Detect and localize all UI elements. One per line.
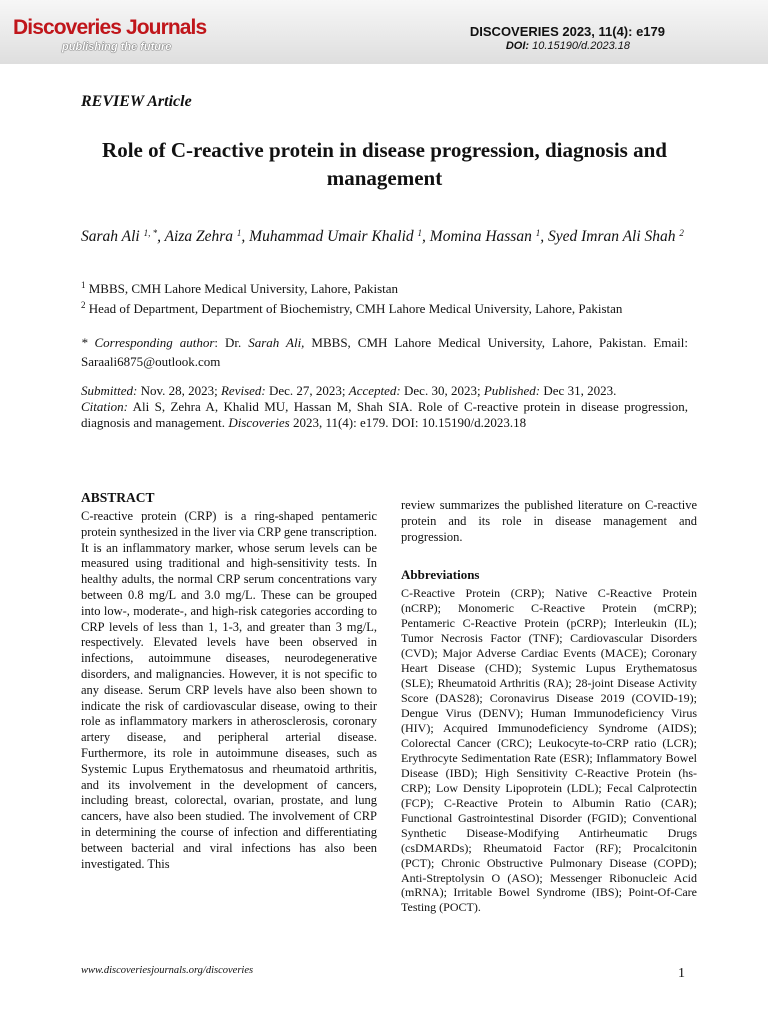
footer-link[interactable]: www.discoveriesjournals.org/discoveries: [81, 965, 254, 976]
corresponding-prefix: : Dr.: [214, 335, 249, 350]
abstract-text-continued: review summarizes the published literature on C-reactive protein and its role in disease management and progression.: [401, 498, 697, 544]
published-date: Dec 31, 2023.: [540, 383, 617, 398]
affiliation-1: [81, 281, 691, 297]
revised-label: Revised:: [220, 383, 266, 398]
corresponding-details: MBBS, CMH Lahore Medical University, Lahore, Pakistan. Email: Saraali6875@outlook.com: [81, 335, 688, 369]
author-name: Sarah Ali: [81, 228, 140, 245]
author-list: Sarah Ali $^{1, *}$, Aiza Zehra $^1$, Muhammad Umair Khalid $^1$, Momina Hassan $^1$, Syed Imran Ali Shah $^2$: [81, 228, 684, 245]
affiliation-number: 2: [81, 300, 86, 310]
author-name: Aiza Zehra: [164, 228, 234, 245]
affiliation-2: [81, 301, 691, 317]
author-affil: 1: [417, 228, 423, 238]
page-number: 1: [678, 966, 685, 981]
abstract-heading: ABSTRACT: [81, 490, 155, 505]
citation-journal: Discoveries: [228, 415, 290, 430]
citation-label: Citation:: [81, 399, 128, 414]
citation-details: 2023, 11(4): e179. DOI: 10.15190/d.2023.18: [289, 415, 527, 430]
abbreviations-heading: Abbreviations: [401, 567, 480, 583]
doi-label: DOI:: [505, 40, 530, 52]
author-affil: 1: [236, 228, 242, 238]
citation: [81, 399, 688, 431]
journal-issue: DISCOVERIES 2023, 11(4): e179: [469, 24, 665, 39]
journal-header-bar: [0, 0, 768, 64]
abbreviations-text: C-Reactive Protein (CRP); Native C-Reactive Protein (nCRP); Monomeric C-Reactive Protein (mCRP); Pentameric C-Reactive Protein (pCRP); Interleukin (IL); Tumor Necrosis Factor (TNF); Cardiovascular Disorders (CVD); Major Adverse Cardiac Events (MACE); Coronary Heart Disease (CHD); Systemic Lupus Erythematosus (SLE); Rheumatoid Arthritis (RA); 28-joint Disease Activity Score (DAS28); Coronavirus Disease 2019 (COVID-19); Dengue Virus (DENV); Human Immunodeficiency Virus (HIV); Acquired Immunodeficiency Syndrome (AIDS); Colorectal Cancer (CRC); Leukocyte-to-CRP ratio (LCR); Erythrocyte Sedimentation Rate (ESR); Inflammatory Bowel Disease (IBD); High Sensitivity C-Reactive Protein (hs-CRP); Low Density Lipoprotein (LDL); Fecal Calprotectin (FCP); C-Reactive Protein to Albumin Ratio (CAR); Functional Gastrointestinal Disorder (FGID); Conventional Synthetic Disease-Modifying Antirheumatic Drugs (csDMARDs); Rheumatoid Factor (RF); Procalcitonin (PCT); Chronic Obstructive Pulmonary Disease (COPD); Anti-Streptolysin O (ASO); Messenger Ribonucleic Acid (mRNA); Irritable Bowel Syndrome (IBS); Point-Of-Care Testing (POCT).: [401, 586, 697, 915]
abstract-text: C-reactive protein (CRP) is a ring-shaped pentameric protein synthesized in the liver via CRP gene transcription. It is an inflammatory marker, whose serum levels can be measured using traditional and high-sensitivity tests. In healthy adults, the normal CRP serum concentrations vary between 0.8 mg/L and 3.0 mg/L. These can be grouped into low-, moderate-, and high-risk categories according to CRP levels of less than 1, 1-3, and greater than 3 mg/L, respectively. Elevated levels have been observed in infections, autoimmune diseases, neurodegenerative disorders, and malignancies. However, it is not specific to any disease. Serum CRP levels have also been shown to indicate the risk of cardiovascular disease, owing to their role as inflammatory markers in atherosclerosis, coronary artery disease, and peripheral arterial disease. Furthermore, its role in autoimmune diseases, such as Systemic Lupus Erythematosus and rheumatoid arthritis, and its involvement in the development of cancers, including breast, colorectal, ovarian, prostate, and lung cancers, have also been studied. The involvement of CRP in determining the course of infection and differentiating between bacterial and viral infections has also been investigated. This: [81, 509, 377, 871]
abstract-column: [81, 490, 377, 872]
author-affil: 1: [535, 228, 541, 238]
author-name: Muhammad Umair Khalid: [249, 228, 414, 245]
corresponding-label: * Corresponding author: [81, 335, 215, 350]
history-line: [81, 383, 688, 399]
author-name: Momina Hassan: [429, 228, 532, 245]
affiliation-text: MBBS, CMH Lahore Medical University, Lahore, Pakistan: [88, 281, 399, 296]
author-name: Syed Imran Ali Shah: [547, 228, 676, 245]
article-type: REVIEW Article: [81, 93, 192, 110]
header-doi: [506, 41, 630, 52]
author-affil: 1, *: [143, 228, 158, 238]
article-title: Role of C-reactive protein in disease progression, diagnosis and management: [102, 138, 667, 190]
right-column: [401, 498, 697, 915]
accepted-date: Dec. 30, 2023;: [400, 383, 484, 398]
publication-dates: [81, 383, 688, 431]
journal-logo[interactable]: Discoveries Journals: [13, 16, 207, 39]
affiliation-text: Head of Department, Department of Biochemistry, CMH Lahore Medical University, Lahore, Pakistan: [88, 301, 623, 316]
submitted-date: Nov. 28, 2023;: [137, 383, 221, 398]
submitted-label: Submitted:: [81, 383, 138, 398]
accepted-label: Accepted:: [348, 383, 401, 398]
citation-text: Ali S, Zehra A, Khalid MU, Hassan M, Shah SIA. Role of C-reactive protein in disease progression, diagnosis and management.: [81, 399, 688, 430]
published-label: Published:: [483, 383, 541, 398]
corresponding-author: [81, 333, 688, 371]
author-affil: 2: [679, 228, 684, 238]
doi-value[interactable]: 10.15190/d.2023.18: [532, 40, 630, 52]
corresponding-name: Sarah Ali,: [248, 335, 305, 350]
revised-date: Dec. 27, 2023;: [265, 383, 349, 398]
affiliation-number: 1: [81, 280, 86, 290]
journal-logo-tagline: publishing the future: [62, 41, 172, 53]
